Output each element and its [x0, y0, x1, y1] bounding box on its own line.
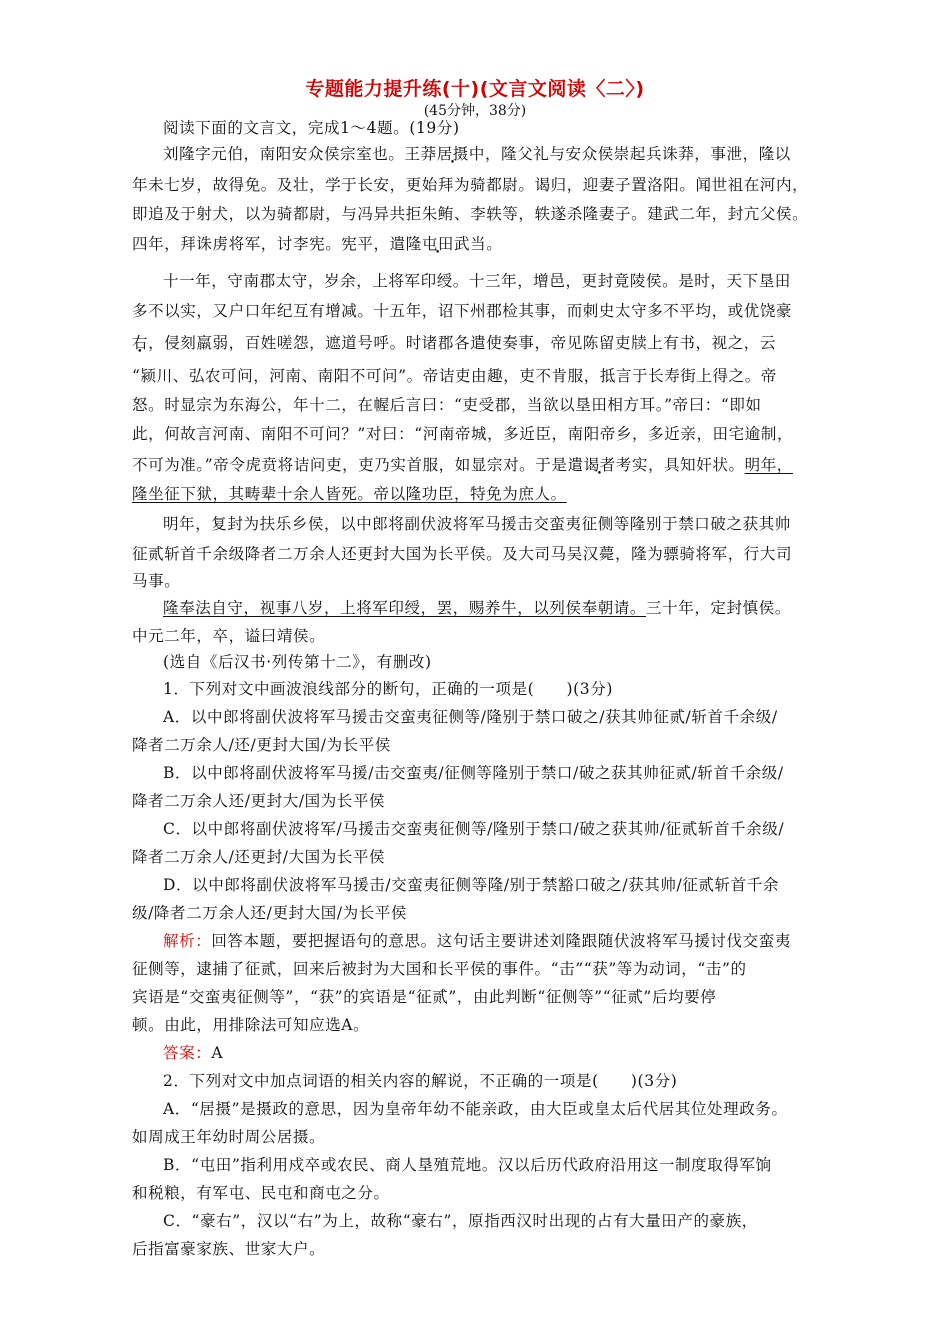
q1-option-a: A．以中郎将副伏波将军马援击交蛮夷征侧等/隆别于禁口破之/获其帅征贰/斩首千余级/ [163, 708, 778, 726]
dotted-word: 居摄 [436, 145, 469, 163]
q1-analysis-line: 征侧等，逮捕了征贰，回来后被封为大国和长平侯的事件。“击”“获”等为动词，“击”的 [132, 960, 747, 978]
passage-line: 马事。 [132, 572, 181, 590]
dotted-word: 谒者 [583, 456, 616, 474]
passage-line: 四年，拜诛虏将军，讨李宪。宪平，遣隆屯田武当。 [132, 235, 503, 253]
source-citation: (选自《后汉书·列传第十二》，有删改) [163, 653, 432, 671]
dotted-word: 右 [132, 334, 149, 352]
q1-option-d-cont: 级/降者二万余人还/更封大国/为长平侯 [132, 904, 408, 922]
answer-label: 答案： [163, 1044, 212, 1062]
q2-option-c: C．“豪右”，汉以“右”为上，故称“豪右”，原指西汉时出现的占有大量田产的豪族， [163, 1212, 758, 1230]
page-subtitle: (45分钟，38分) [423, 103, 527, 119]
question-2-stem: 2．下列对文中加点词语的相关内容的解说，不正确的一项是( )(3分) [163, 1072, 678, 1090]
passage-line: 明年，复封为扶乐乡侯，以中郎将副伏波将军马援击交蛮夷征侧等隆别于禁口破之获其帅 [163, 515, 791, 533]
dotted-word: 屯田 [421, 235, 455, 253]
q1-answer: 答案：A [163, 1044, 224, 1062]
q2-option-c-cont: 后指富豪家族、世家大户。 [132, 1240, 326, 1258]
passage-line: 不可为准。”帝令虎贲将诘问吏，吏乃实首服，如显宗对。于是遣谒者考实，具知奸状。明年， [132, 456, 793, 474]
underlined-sentence: 明年， [744, 456, 793, 474]
q1-option-b-cont: 降者二万余人还/更封大/国为长平侯 [132, 792, 386, 810]
q2-option-a: A．“居摄”是摄政的意思，因为皇帝年幼不能亲政，由大臣或皇太后代居其位处理政务。 [163, 1100, 788, 1118]
passage-line: “颍川、弘农可问，河南、南阳不可问”。帝诘吏由趣，吏不肯服，抵言于长寿街上得之。帝 [132, 367, 777, 385]
q1-option-c-cont: 降者二万余人/还更封/大国为长平侯 [132, 848, 386, 866]
analysis-label: 解析： [163, 932, 212, 950]
q2-option-b-cont: 和税粮，有军屯、民屯和商屯之分。 [132, 1184, 390, 1202]
q2-option-a-cont: 如周成王年幼时周公居摄。 [132, 1128, 326, 1146]
q1-option-b: B．以中郎将副伏波将军马援/击交蛮夷/征侧等隆别于禁口/破之获其帅征贰/斩首千余级/ [163, 764, 784, 782]
q1-analysis-line: 顿。由此，用排除法可知应选A。 [132, 1016, 370, 1034]
passage-line: 多不以实，又户口年纪互有增减。十五年，诏下州郡检其事，而刺史太守多不平均，或优饶豪 [132, 302, 793, 320]
passage-line: 隆奉法自守，视事八岁，上将军印绶，罢，赐养牛，以列侯奉朝请。三十年，定封慎侯。 [163, 599, 791, 617]
q2-option-b: B．“屯田”指利用戍卒或农民、商人垦殖荒地。汉以后历代政府沿用这一制度取得军饷 [163, 1156, 772, 1174]
q1-analysis: 解析：回答本题，要把握语句的意思。这句话主要讲述刘隆跟随伏波将军马援讨伐交蛮夷 [163, 932, 791, 950]
page-title: 专题能力提升练(十)(文言文阅读〈二〉) [305, 78, 645, 100]
passage-line: 中元二年，卒，谥曰靖侯。 [132, 627, 326, 645]
passage-line: 怒。时显宗为东海公，年十二，在幄后言曰：“吏受郡，当欲以垦田相方耳。”帝曰：“即如 [132, 396, 762, 414]
passage-line: 刘隆字元伯，南阳安众侯宗室也。王莽居摄中，隆父礼与安众侯崇起兵诛莽，事泄，隆以 [163, 145, 791, 163]
passage-line: 右，侵刻羸弱，百姓嗟怨，遮道号呼。时诸郡各遣使奏事，帝见陈留吏牍上有书，视之，云 [132, 334, 777, 352]
q1-option-d: D．以中郎将副伏波将军马援击/交蛮夷征侧等隆/别于禁豁口破之/获其帅/征贰斩首千余 [163, 876, 779, 894]
passage-line: 征贰斩首千余级降者二万余人还更封大国为长平侯。及大司马吴汉薨，隆为骠骑将军，行大司 [132, 545, 793, 563]
passage-line: 此，何故言河南、南阳不可问？”对曰：“河南帝城，多近臣，南阳帝乡，多近亲，田宅逾制， [132, 425, 794, 443]
instructions: 阅读下面的文言文，完成1～4题。(19分) [163, 119, 460, 137]
underlined-sentence: 隆奉法自守，视事八岁，上将军印绶，罢，赐养牛，以列侯奉朝请。 [163, 599, 647, 617]
question-1-stem: 1．下列对文中画波浪线部分的断句，正确的一项是( )(3分) [163, 680, 614, 698]
passage-line: 年未七岁，故得免。及壮，学于长安，更始拜为骑都尉。谒归，迎妻子置洛阳。闻世祖在河内， [132, 176, 809, 194]
passage-line: 十一年，守南郡太守，岁余，上将军印绶。十三年，增邑，更封竟陵侯。是时，天下垦田 [163, 272, 791, 290]
q1-option-c: C．以中郎将副伏波将军/马援击交蛮夷征侧等/隆别于禁口/破之获其帅/征贰斩首千余级/ [163, 820, 785, 838]
underlined-sentence: 隆坐征下狱，其畴辈十余人皆死。帝以隆功臣，特免为庶人。 [132, 485, 567, 503]
passage-line [132, 484, 822, 504]
passage-line: 即追及于射犬，以为骑都尉，与冯异共拒朱鲔、李轶等，轶遂杀隆妻子。建武二年，封亢父侯。 [132, 205, 809, 223]
q1-analysis-line: 宾语是“交蛮夷征侧等”，“获”的宾语是“征贰”，由此判断“征侧等”“征贰”后均要停 [132, 988, 717, 1006]
q1-option-a-cont: 降者二万余人/还/更封大国/为长平侯 [132, 736, 391, 754]
